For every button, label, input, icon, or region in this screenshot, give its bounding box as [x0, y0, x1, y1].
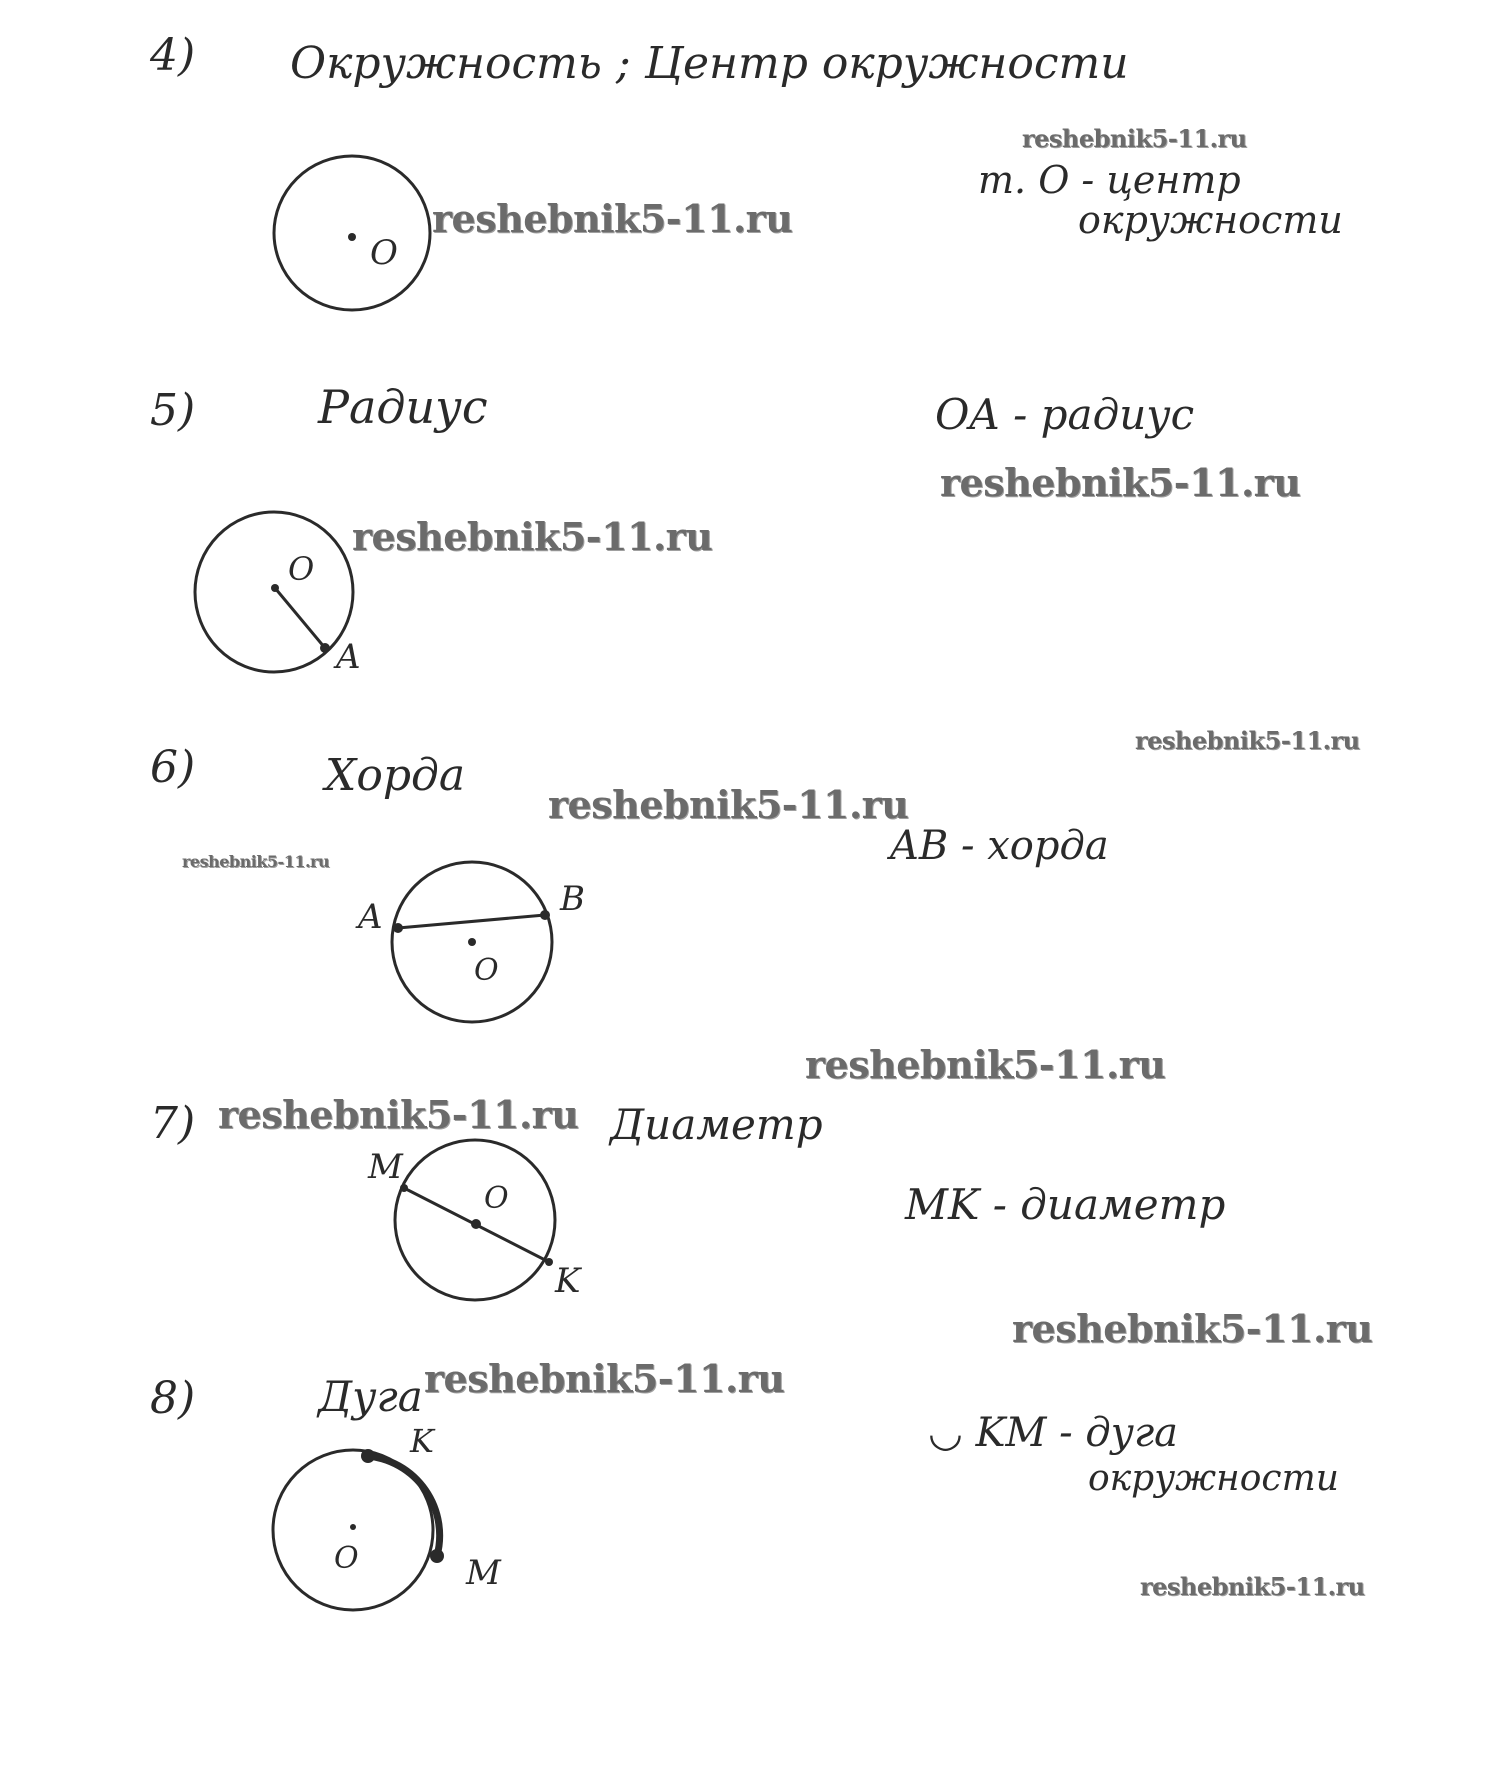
- label-O-fig4: O: [370, 233, 398, 273]
- label-K-fig8: K: [410, 1422, 434, 1460]
- watermark: reshebnik5-11.ru: [805, 1042, 1166, 1087]
- point-K-dot-7: [545, 1258, 553, 1266]
- point-K-dot-8: [361, 1449, 375, 1463]
- item-4-title: Окружность ; Центр окружности: [290, 38, 1129, 89]
- watermark: reshebnik5-11.ru: [548, 782, 909, 827]
- item-5-note: OA - радиус: [935, 390, 1195, 439]
- label-A-fig6: A: [358, 897, 383, 937]
- watermark: reshebnik5-11.ru: [182, 852, 330, 871]
- item-8-title: Дуга: [318, 1372, 423, 1421]
- point-B-dot-6: [540, 910, 550, 920]
- label-A-fig5: A: [336, 637, 361, 677]
- radius-OA: [275, 588, 325, 648]
- watermark: reshebnik5-11.ru: [1022, 124, 1247, 153]
- item-7-number: 7): [150, 1098, 196, 1149]
- item-7-title: Диаметр: [610, 1100, 823, 1149]
- label-M-fig7: M: [368, 1147, 403, 1187]
- item-8-note-line2: окружности: [1088, 1458, 1339, 1499]
- center-dot-8: [350, 1524, 356, 1530]
- watermark: reshebnik5-11.ru: [1012, 1306, 1373, 1351]
- point-A-dot-5: [320, 643, 330, 653]
- item-5-number: 5): [150, 385, 196, 436]
- item-6-number: 6): [150, 742, 196, 793]
- item-8-note-line1: ◡ KM - дуга: [928, 1410, 1179, 1456]
- item-6-note: AB - хорда: [890, 823, 1109, 869]
- watermark: reshebnik5-11.ru: [352, 514, 713, 559]
- chord-AB: [398, 915, 545, 928]
- watermark: reshebnik5-11.ru: [424, 1356, 785, 1401]
- item-4-number: 4): [150, 30, 196, 81]
- center-dot-5: [271, 584, 279, 592]
- watermark: reshebnik5-11.ru: [218, 1092, 579, 1137]
- item-7-note: MK - диаметр: [905, 1180, 1226, 1229]
- item-6-title: Хорда: [325, 750, 466, 801]
- watermark: reshebnik5-11.ru: [940, 460, 1301, 505]
- watermark: reshebnik5-11.ru: [1140, 1572, 1365, 1601]
- point-M-dot-8: [430, 1549, 444, 1563]
- label-O-fig5: O: [288, 550, 315, 588]
- label-M-fig8: M: [466, 1553, 501, 1593]
- item-4-note-line1: т. O - центр: [978, 158, 1241, 202]
- watermark: reshebnik5-11.ru: [432, 196, 793, 241]
- label-O-fig6: O: [474, 953, 499, 988]
- label-O-fig7: O: [484, 1181, 509, 1216]
- item-5-title: Радиус: [318, 380, 488, 434]
- point-A-dot-6: [393, 923, 403, 933]
- watermark: reshebnik5-11.ru: [1135, 726, 1360, 755]
- item-4-note-line2: окружности: [1078, 198, 1343, 242]
- item-8-number: 8): [150, 1373, 196, 1424]
- label-K-fig7: K: [555, 1261, 581, 1301]
- center-dot-7: [471, 1219, 481, 1229]
- label-B-fig6: B: [560, 879, 585, 919]
- center-dot-4: [348, 233, 356, 241]
- label-O-fig8: O: [334, 1541, 359, 1576]
- center-dot-6: [468, 938, 476, 946]
